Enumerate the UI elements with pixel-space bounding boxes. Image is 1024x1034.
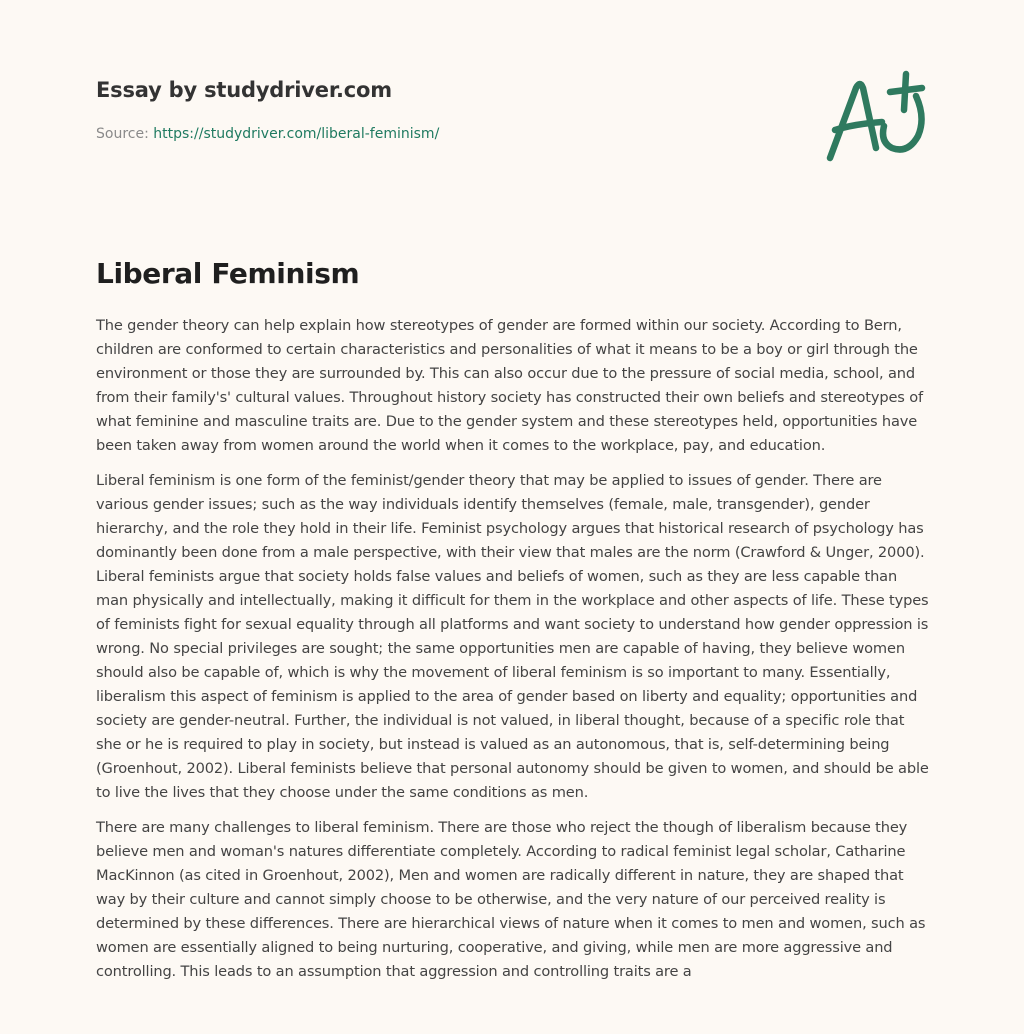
article-body	[96, 314, 932, 995]
paragraph: The gender theory can help explain how stereotypes of gender are formed within our society. According to Bern, children are conformed to certain characteristics and personalities of what it means to be a boy or girl through the environment or those they are surrounded by. This can also occur due to the pressure of social media, school, and from their family's' cultural values. Throughout history society has constructed their own beliefs and stereotypes of what feminine and masculine traits are. Due to the gender system and these stereotypes held, opportunities have been taken away from women around the world when it comes to the workplace, pay, and education.	[96, 317, 924, 454]
essay-header	[96, 76, 796, 144]
paragraph: Liberal feminism is one form of the feminist/gender theory that may be applied to issues of gender. There are various gender issues; such as the way individuals identify themselves (female, male, transgender), gender hierarchy, and the role they hold in their life. Feminist psychology argues that historical research of psychology has dominantly been done from a male perspective, with their view that males are the norm (Crawford & Unger, 2000). Liberal feminists argue that society holds false values and beliefs of women, such as they are less capable than man physically and intellectually, making it difficult for them in the workplace and other aspects of life. These types of feminists fight for sexual equality through all platforms and want society to understand how gender oppression is wrong. No special privileges are sought; the same opportunities men are capable of having, they believe women should also be capable of, which is why the movement of liberal feminism is so important to many. Essentially, liberalism this aspect of feminism is applied to the area of gender based on liberty and equality; opportunities and society are gender-neutral. Further, the individual is not valued, in liberal thought, because of a specific role that she or he is required to play in society, but instead is valued as an autonomous, that is, self-determining being (Groenhout, 2002). Liberal feminists believe that personal autonomy should be given to women, and should be able to live the lives that they choose under the same conditions as men.	[96, 472, 929, 801]
source-link[interactable]: https://studydriver.com/liberal-feminism/	[153, 126, 440, 142]
paragraph: There are many challenges to liberal feminism. There are those who reject the though of liberalism because they believe men and woman's natures differentiate completely. According to radical feminist legal scholar, Catharine MacKinnon (as cited in Groenhout, 2002), Men and women are radically different in nature, they are shaped that way by their culture and cannot simply choose to be otherwise, and the very nature of our perceived reality is determined by these differences. There are hierarchical views of nature when it comes to men and women, such as women are essentially aligned to being nurturing, cooperative, and giving, while men are more aggressive and controlling. This leads to an assumption that aggression and controlling traits are a	[96, 819, 926, 980]
a-plus-grade-icon	[818, 66, 930, 166]
source-line	[96, 124, 796, 144]
source-label: Source:	[96, 126, 154, 142]
article-title: Liberal Feminism	[96, 257, 360, 290]
site-title: Essay by studydriver.com	[96, 78, 392, 102]
